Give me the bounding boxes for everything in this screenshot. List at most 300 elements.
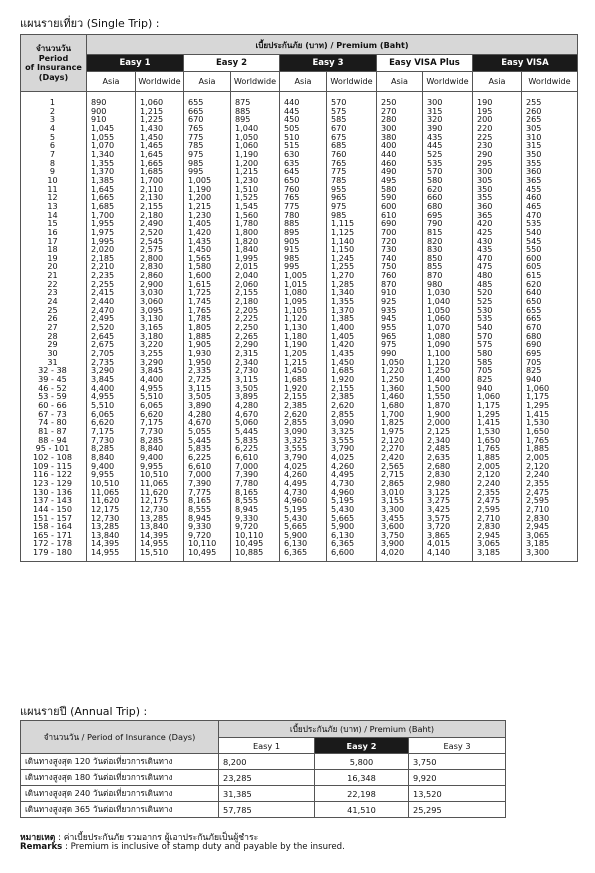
days-cell: 60 - 66	[21, 401, 87, 410]
premium-cell: 2,355	[522, 479, 578, 488]
premium-cell: 855	[423, 262, 473, 271]
premium-cell: 2,485	[423, 444, 473, 453]
premium-cell: 695	[423, 211, 473, 220]
premium-cell: 3,115	[231, 375, 280, 384]
premium-cell: 1,700	[377, 410, 423, 419]
premium-cell: 775	[184, 133, 231, 142]
premium-cell: 1,415	[522, 410, 578, 419]
premium-cell: 4,260	[327, 462, 377, 471]
premium-cell: 1,995	[231, 254, 280, 263]
days-cell: 46 - 52	[21, 384, 87, 393]
premium-cell: 655	[184, 92, 231, 107]
premium-cell: 11,620	[136, 488, 184, 497]
premium-cell: 260	[522, 107, 578, 116]
premium-cell: 3,555	[280, 444, 327, 453]
premium-cell: 315	[522, 141, 578, 150]
premium-cell: 300	[377, 124, 423, 133]
single-trip-table	[20, 34, 578, 562]
premium-cell: 680	[423, 202, 473, 211]
premium-cell: 10,110	[231, 531, 280, 540]
premium-cell: 2,830	[136, 262, 184, 271]
annual-premium-cell: 31,385	[219, 786, 315, 802]
premium-cell: 7,390	[184, 479, 231, 488]
premium-cell: 8,840	[87, 453, 136, 462]
premium-cell: 1,995	[87, 237, 136, 246]
premium-cell: 870	[377, 280, 423, 289]
premium-cell: 680	[522, 332, 578, 341]
days-cell: 22	[21, 280, 87, 289]
premium-cell: 2,240	[522, 470, 578, 479]
premium-cell: 9,400	[136, 453, 184, 462]
premium-cell: 3,115	[184, 384, 231, 393]
premium-cell: 2,595	[522, 496, 578, 505]
premium-cell: 2,355	[473, 488, 522, 497]
annual-premium-cell: 57,785	[219, 802, 315, 818]
premium-cell: 1,105	[280, 306, 327, 315]
premium-cell: 420	[473, 219, 522, 228]
premium-cell: 2,020	[87, 245, 136, 254]
premium-cell: 14,395	[136, 531, 184, 540]
premium-cell: 10,495	[184, 548, 231, 561]
premium-cell: 885	[280, 219, 327, 228]
days-cell: 1	[21, 92, 87, 107]
premium-cell: 670	[327, 124, 377, 133]
table-row	[21, 479, 578, 488]
premium-cell: 300	[473, 167, 522, 176]
premium-cell: 900	[87, 107, 136, 116]
premium-cell: 1,680	[377, 401, 423, 410]
premium-cell: 4,400	[136, 375, 184, 384]
premium-cell: 1,920	[280, 384, 327, 393]
premium-cell: 9,400	[87, 462, 136, 471]
premium-cell: 945	[377, 314, 423, 323]
annual-period-cell: เดินทางสูงสุด 120 วันต่อเที่ยวการเดินทาง	[21, 754, 219, 770]
premium-cell: 305	[522, 124, 578, 133]
table-row	[21, 297, 578, 306]
premium-cell: 985	[184, 159, 231, 168]
premium-cell: 3,505	[184, 392, 231, 401]
premium-cell: 2,210	[87, 262, 136, 271]
table-row	[21, 141, 578, 150]
premium-cell: 4,025	[327, 453, 377, 462]
premium-cell: 895	[231, 115, 280, 124]
premium-cell: 3,900	[377, 539, 423, 548]
premium-cell: 3,325	[280, 436, 327, 445]
sub-header: Asia	[473, 72, 522, 92]
days-cell: 123 - 129	[21, 479, 87, 488]
premium-cell: 4,280	[231, 401, 280, 410]
premium-cell: 1,120	[280, 314, 327, 323]
premium-cell: 985	[327, 211, 377, 220]
premium-cell: 3,030	[136, 288, 184, 297]
premium-cell: 3,065	[473, 539, 522, 548]
premium-cell: 1,435	[184, 237, 231, 246]
table-row	[21, 539, 578, 548]
premium-cell: 2,575	[136, 245, 184, 254]
premium-cell: 9,720	[231, 522, 280, 531]
premium-cell: 2,205	[231, 306, 280, 315]
premium-cell: 675	[327, 133, 377, 142]
premium-cell: 4,495	[327, 470, 377, 479]
premium-cell: 4,730	[280, 488, 327, 497]
table-row	[21, 496, 578, 505]
premium-cell: 7,730	[136, 427, 184, 436]
table-row	[21, 332, 578, 341]
table-row	[21, 237, 578, 246]
premium-cell: 360	[473, 202, 522, 211]
premium-cell: 270	[377, 107, 423, 116]
premium-cell: 1,060	[423, 314, 473, 323]
premium-cell: 1,060	[522, 384, 578, 393]
premium-cell: 1,725	[184, 288, 231, 297]
premium-cell: 3,895	[231, 392, 280, 401]
premium-cell: 3,325	[327, 427, 377, 436]
premium-cell: 2,155	[136, 202, 184, 211]
premium-cell: 1,080	[280, 288, 327, 297]
premium-cell: 825	[473, 375, 522, 384]
premium-cell: 4,960	[327, 488, 377, 497]
premium-cell: 5,055	[184, 427, 231, 436]
premium-cell: 5,835	[231, 436, 280, 445]
premium-cell: 3,425	[423, 505, 473, 514]
premium-cell: 1,580	[184, 262, 231, 271]
premium-cell: 2,185	[87, 254, 136, 263]
table-row	[21, 176, 578, 185]
sub-header: Worldwide	[136, 72, 184, 92]
premium-cell: 2,860	[136, 271, 184, 280]
premium-cell: 2,005	[473, 462, 522, 471]
premium-cell: 4,960	[280, 496, 327, 505]
premium-cell: 11,065	[136, 479, 184, 488]
premium-cell: 1,055	[87, 133, 136, 142]
premium-cell: 2,180	[136, 211, 184, 220]
premium-cell: 10,495	[231, 539, 280, 548]
table-row	[21, 133, 578, 142]
table-row	[21, 92, 578, 107]
premium-cell: 765	[184, 124, 231, 133]
single-trip-body	[21, 92, 578, 562]
premium-cell: 610	[377, 211, 423, 220]
premium-cell: 580	[377, 185, 423, 194]
table-row	[21, 802, 506, 818]
premium-cell: 1,665	[136, 159, 184, 168]
premium-cell: 1,180	[280, 332, 327, 341]
premium-cell: 2,565	[377, 462, 423, 471]
premium-cell: 13,840	[87, 531, 136, 540]
premium-cell: 575	[473, 340, 522, 349]
premium-cell: 2,385	[280, 401, 327, 410]
premium-cell: 1,765	[522, 436, 578, 445]
premium-cell: 1,250	[423, 366, 473, 375]
premium-cell: 1,800	[231, 228, 280, 237]
days-cell: 26	[21, 314, 87, 323]
premium-cell: 2,800	[136, 254, 184, 263]
premium-cell: 510	[280, 133, 327, 142]
premium-cell: 1,150	[327, 245, 377, 254]
premium-cell: 1,565	[184, 254, 231, 263]
premium-cell: 6,130	[327, 531, 377, 540]
premium-cell: 2,110	[136, 185, 184, 194]
premium-cell: 700	[377, 228, 423, 237]
days-cell: 137 - 143	[21, 496, 87, 505]
premium-cell: 3,890	[184, 401, 231, 410]
premium-cell: 5,510	[87, 401, 136, 410]
premium-cell: 760	[280, 185, 327, 194]
premium-cell: 2,710	[473, 514, 522, 523]
premium-header: เบี้ยประกันภัย (บาท) / Premium (Baht)	[87, 35, 578, 55]
days-cell: 116 - 122	[21, 470, 87, 479]
premium-cell: 3,185	[473, 548, 522, 561]
annual-period-cell: เดินทางสูงสุด 365 วันต่อเที่ยวการเดินทาง	[21, 802, 219, 818]
premium-cell: 1,905	[184, 340, 231, 349]
days-cell: 12	[21, 193, 87, 202]
premium-cell: 300	[423, 92, 473, 107]
premium-cell: 3,065	[522, 531, 578, 540]
premium-cell: 505	[280, 124, 327, 133]
premium-cell: 1,545	[231, 202, 280, 211]
premium-cell: 2,545	[136, 237, 184, 246]
premium-cell: 1,005	[280, 271, 327, 280]
days-cell: 28	[21, 332, 87, 341]
premium-cell: 1,500	[423, 384, 473, 393]
table-row	[21, 462, 578, 471]
annual-premium-cell: 16,348	[315, 770, 409, 786]
premium-cell: 3,090	[327, 418, 377, 427]
premium-cell: 580	[423, 176, 473, 185]
table-row	[21, 349, 578, 358]
premium-cell: 3,060	[136, 297, 184, 306]
premium-cell: 1,230	[184, 211, 231, 220]
premium-cell: 4,670	[231, 410, 280, 419]
premium-cell: 1,175	[473, 401, 522, 410]
annual-plan-easy1: Easy 1	[219, 738, 315, 754]
table-row	[21, 470, 578, 479]
premium-cell: 320	[423, 115, 473, 124]
premium-cell: 1,095	[280, 297, 327, 306]
premium-cell: 975	[377, 340, 423, 349]
premium-cell: 1,465	[136, 141, 184, 150]
premium-cell: 2,240	[473, 479, 522, 488]
premium-cell: 660	[423, 193, 473, 202]
premium-cell: 490	[377, 167, 423, 176]
premium-cell: 760	[327, 150, 377, 159]
premium-cell: 430	[473, 237, 522, 246]
plan-header-easy2: Easy 2	[184, 55, 280, 72]
premium-cell: 990	[377, 349, 423, 358]
table-row	[21, 786, 506, 802]
premium-cell: 5,195	[280, 505, 327, 514]
days-cell: 23	[21, 288, 87, 297]
days-cell: 130 - 136	[21, 488, 87, 497]
premium-cell: 765	[280, 193, 327, 202]
premium-cell: 1,215	[136, 107, 184, 116]
premium-cell: 3,165	[136, 323, 184, 332]
premium-cell: 515	[280, 141, 327, 150]
premium-cell: 2,830	[522, 514, 578, 523]
premium-cell: 1,060	[136, 92, 184, 107]
annual-trip-body	[21, 754, 506, 818]
premium-cell: 1,820	[231, 237, 280, 246]
premium-cell: 3,720	[423, 522, 473, 531]
table-row	[21, 531, 578, 540]
premium-cell: 885	[231, 107, 280, 116]
premium-cell: 1,100	[423, 349, 473, 358]
table-row	[21, 754, 506, 770]
premium-cell: 1,685	[87, 202, 136, 211]
premium-cell: 590	[377, 193, 423, 202]
premium-cell: 545	[522, 237, 578, 246]
premium-cell: 10,110	[184, 539, 231, 548]
days-cell: 16	[21, 228, 87, 237]
premium-cell: 14,955	[87, 548, 136, 561]
table-row	[21, 219, 578, 228]
premium-cell: 1,685	[327, 366, 377, 375]
days-column-header: จำนวนวัน Period of Insurance (Days)	[21, 35, 87, 92]
premium-cell: 11,065	[87, 488, 136, 497]
premium-cell: 380	[377, 133, 423, 142]
premium-cell: 2,130	[136, 193, 184, 202]
premium-cell: 570	[327, 92, 377, 107]
table-row	[21, 271, 578, 280]
table-row	[21, 288, 578, 297]
premium-cell: 1,215	[280, 358, 327, 367]
premium-cell: 2,440	[87, 297, 136, 306]
premium-cell: 3,290	[136, 358, 184, 367]
remark-thai: หมายเหตุ : ค่าเบี้ยประกันภัย รวมอากร ผู้เอาประกันภัยเป็นผู้ชำระ	[20, 833, 259, 843]
premium-cell: 540	[473, 323, 522, 332]
days-cell: 24	[21, 297, 87, 306]
premium-cell: 3,505	[231, 384, 280, 393]
premium-cell: 13,285	[87, 522, 136, 531]
annual-trip-title: แผนรายปี (Annual Trip) :	[20, 705, 148, 718]
table-row	[21, 548, 578, 561]
premium-cell: 1,955	[87, 219, 136, 228]
premium-cell: 2,705	[87, 349, 136, 358]
premium-cell: 10,510	[136, 470, 184, 479]
premium-cell: 775	[280, 202, 327, 211]
premium-cell: 4,955	[87, 392, 136, 401]
premium-cell: 470	[473, 254, 522, 263]
premium-cell: 9,330	[184, 522, 231, 531]
premium-cell: 265	[522, 115, 578, 124]
annual-premium-cell: 8,200	[219, 754, 315, 770]
premium-cell: 1,130	[280, 323, 327, 332]
premium-cell: 4,400	[87, 384, 136, 393]
premium-cell: 665	[522, 314, 578, 323]
table-row	[21, 358, 578, 367]
premium-cell: 455	[522, 185, 578, 194]
premium-cell: 1,885	[184, 332, 231, 341]
sub-header: Worldwide	[423, 72, 473, 92]
table-row	[21, 262, 578, 271]
days-cell: 32 - 38	[21, 366, 87, 375]
premium-cell: 6,065	[87, 410, 136, 419]
premium-cell: 875	[231, 92, 280, 107]
premium-cell: 365	[473, 211, 522, 220]
premium-cell: 1,950	[184, 358, 231, 367]
premium-cell: 1,685	[280, 375, 327, 384]
premium-cell: 4,140	[423, 548, 473, 561]
premium-cell: 2,710	[522, 505, 578, 514]
premium-cell: 3,750	[377, 531, 423, 540]
premium-cell: 4,730	[327, 479, 377, 488]
premium-cell: 5,835	[184, 444, 231, 453]
table-row	[21, 124, 578, 133]
premium-cell: 5,665	[327, 514, 377, 523]
premium-cell: 9,955	[136, 462, 184, 471]
premium-cell: 3,555	[327, 436, 377, 445]
annual-plan-easy2: Easy 2	[315, 738, 409, 754]
premium-cell: 815	[423, 228, 473, 237]
premium-cell: 655	[522, 306, 578, 315]
premium-cell: 535	[473, 314, 522, 323]
table-row	[21, 245, 578, 254]
table-row	[21, 770, 506, 786]
premium-cell: 1,220	[377, 366, 423, 375]
premium-cell: 2,340	[423, 436, 473, 445]
premium-cell: 5,445	[184, 436, 231, 445]
premium-cell: 2,120	[377, 436, 423, 445]
premium-cell: 785	[184, 141, 231, 150]
premium-cell: 2,490	[136, 219, 184, 228]
premium-cell: 1,340	[87, 150, 136, 159]
premium-cell: 940	[522, 375, 578, 384]
premium-cell: 425	[473, 228, 522, 237]
days-cell: 20	[21, 262, 87, 271]
premium-cell: 195	[473, 107, 522, 116]
premium-cell: 730	[377, 245, 423, 254]
premium-cell: 640	[522, 288, 578, 297]
premium-cell: 2,495	[87, 314, 136, 323]
premium-cell: 2,830	[423, 470, 473, 479]
premium-cell: 4,495	[280, 479, 327, 488]
table-row	[21, 193, 578, 202]
premium-cell: 1,645	[87, 185, 136, 194]
premium-cell: 615	[522, 271, 578, 280]
premium-cell: 12,175	[87, 505, 136, 514]
premium-cell: 750	[377, 262, 423, 271]
annual-plan-easy3: Easy 3	[409, 738, 506, 754]
premium-cell: 1,070	[423, 323, 473, 332]
premium-cell: 2,855	[280, 418, 327, 427]
premium-cell: 1,370	[87, 167, 136, 176]
days-cell: 9	[21, 167, 87, 176]
premium-cell: 390	[423, 124, 473, 133]
premium-cell: 1,870	[423, 401, 473, 410]
days-cell: 165 - 171	[21, 531, 87, 540]
premium-cell: 2,000	[423, 418, 473, 427]
premium-cell: 3,300	[377, 505, 423, 514]
days-cell: 39 - 45	[21, 375, 87, 384]
premium-cell: 600	[377, 202, 423, 211]
premium-cell: 8,165	[231, 488, 280, 497]
premium-cell: 1,530	[522, 418, 578, 427]
days-cell: 27	[21, 323, 87, 332]
premium-cell: 310	[522, 133, 578, 142]
premium-cell: 760	[377, 271, 423, 280]
premium-cell: 1,060	[231, 141, 280, 150]
premium-cell: 1,295	[522, 401, 578, 410]
annual-premium-cell: 5,800	[315, 754, 409, 770]
table-row	[21, 314, 578, 323]
annual-premium-cell: 23,285	[219, 770, 315, 786]
table-row	[21, 159, 578, 168]
premium-cell: 460	[522, 193, 578, 202]
premium-cell: 1,420	[184, 228, 231, 237]
premium-cell: 3,275	[423, 496, 473, 505]
annual-period-cell: เดินทางสูงสุด 240 วันต่อเที่ยวการเดินทาง	[21, 786, 219, 802]
premium-cell: 1,040	[231, 124, 280, 133]
